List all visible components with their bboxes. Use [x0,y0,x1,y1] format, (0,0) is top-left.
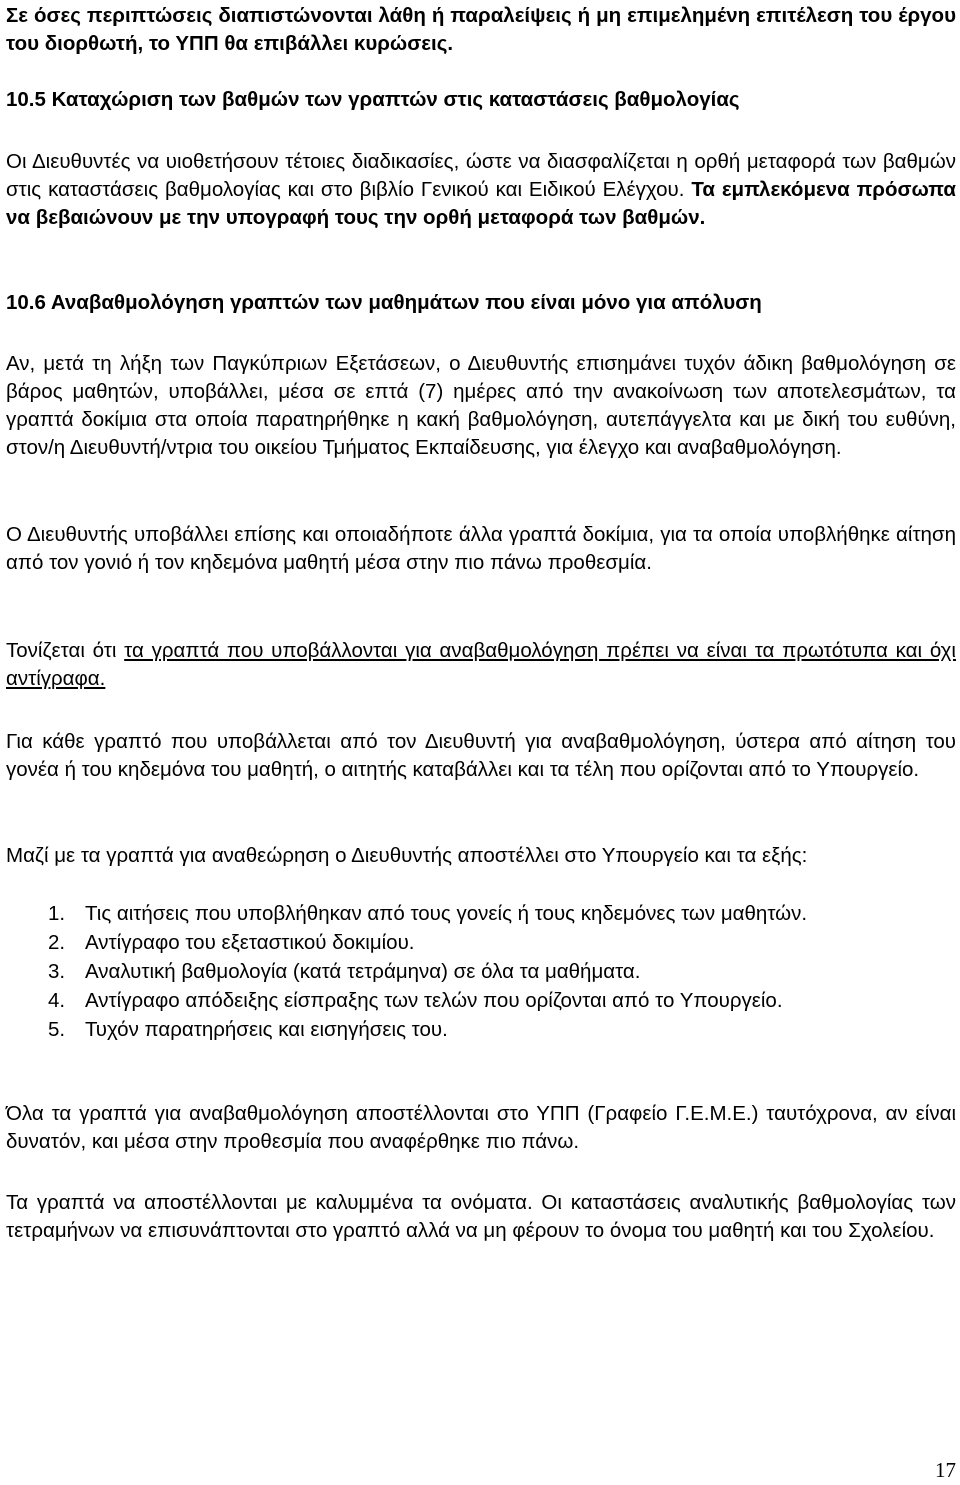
list-item-text: Αναλυτική βαθμολογία (κατά τετράμηνα) σε όλα τα μαθήματα. [85,960,641,983]
list-item-number: 3. [48,960,66,983]
list-item-number: 1. [48,902,66,925]
list-item [6,928,956,957]
list-item-number: 5. [48,1018,66,1041]
section-10-6-paragraph-2: Ο Διευθυντής υποβάλλει επίσης και οποιαδήποτε άλλα γραπτά δοκίμια, για τα οποία υποβλήθηκε αίτηση από τον γονιό ή τον κηδεμόνα μαθητή μέσα στην πιο πάνω προθεσμία. [6,523,956,574]
section-heading-10-5: 10.5 Καταχώριση των βαθμών των γραπτών στις καταστάσεις βαθμολογίας [6,88,740,111]
section-10-5-text: Οι Διευθυντές να υιοθετήσουν τέτοιες διαδικασίες, ώστε να διασφαλίζεται η ορθή μεταφορά των βαθμών στις καταστάσεις βαθμολογίας και στο βιβλίο Γενικού και Ειδικού Ελέγχου. [6,150,956,201]
documents-list [6,899,956,1044]
intro-paragraph: Σε όσες περιπτώσεις διαπιστώνονται λάθη ή παραλείψεις ή μη επιμελημένη επιτέλεση του έργου του διορθωτή, το ΥΠΠ θα επιβάλλει κυρώσεις. [6,4,956,55]
section-10-6-paragraph-7: Τα γραπτά να αποστέλλονται με καλυμμένα τα ονόματα. Οι καταστάσεις αναλυτικής βαθμολογίας των τετραμήνων να επισυνάπτονται στο γραπτό αλλά να μη φέρουν το όνομα του μαθητή και του Σχολείου. [6,1191,956,1242]
list-item-text: Τυχόν παρατηρήσεις και εισηγήσεις του. [85,1018,448,1041]
page-number: 17 [935,1458,956,1482]
section-10-5-bold-text: Τα εμπλεκόμενα πρόσωπα να βεβαιώνουν με την υπογραφή τους την ορθή μεταφορά των βαθμών. [6,178,956,229]
list-item-number: 4. [48,989,66,1012]
section-10-6-paragraph-5: Μαζί με τα γραπτά για αναθεώρηση ο Διευθυντής αποστέλλει στο Υπουργείο και τα εξής: [6,844,808,867]
section-10-5-paragraph [6,148,956,232]
list-item-text: Αντίγραφο απόδειξης είσπραξης των τελών που ορίζονται από το Υπουργείο. [85,989,783,1012]
section-heading-10-6: 10.6 Αναβαθμολόγηση γραπτών των μαθημάτων που είναι μόνο για απόλυση [6,291,762,314]
list-item-text: Τις αιτήσεις που υποβλήθηκαν από τους γονείς ή τους κηδεμόνες των μαθητών. [85,902,808,925]
list-item-number: 2. [48,931,66,954]
list-item-text: Αντίγραφο του εξεταστικού δοκιμίου. [85,931,415,954]
paragraph-3-prefix: Τονίζεται ότι [6,639,125,662]
list-item [6,1015,956,1044]
list-item [6,957,956,986]
list-item [6,899,956,928]
section-10-6-paragraph-1: Αν, μετά τη λήξη των Παγκύπριων Εξετάσεων, ο Διευθυντής επισημάνει τυχόν άδικη βαθμολόγηση σε βάρος μαθητών, υποβάλλει, μέσα σε επτά (7) ημέρες από την ανακοίνωση των αποτελεσμάτων, τα γραπτά δοκίμια στα οποία παρατηρήθηκε η κακή βαθμολόγηση, αυτεπάγγελτα και με δική του ευθύνη, στον/η Διευθυντή/ντρια του οικείου Τμήματος Εκπαίδευσης, για έλεγχο και αναβαθμολόγηση. [6,352,956,459]
list-item [6,986,956,1015]
section-10-6-paragraph-6: Όλα τα γραπτά για αναβαθμολόγηση αποστέλλονται στο ΥΠΠ (Γραφείο Γ.Ε.Μ.Ε.) ταυτόχρονα, αν είναι δυνατόν, και μέσα στην προθεσμία που αναφέρθηκε πιο πάνω. [6,1102,956,1153]
paragraph-3-underlined: τα γραπτά που υποβάλλονται για αναβαθμολόγηση πρέπει να είναι τα πρωτότυπα και όχι αντίγραφα. [6,639,956,690]
section-10-6-paragraph-3 [6,637,956,693]
section-10-6-paragraph-4: Για κάθε γραπτό που υποβάλλεται από τον Διευθυντή για αναβαθμολόγηση, ύστερα από αίτηση του γονέα ή του κηδεμόνα του μαθητή, ο αιτητής καταβάλλει και τα τέλη που ορίζονται από το Υπουργείο. [6,730,956,781]
